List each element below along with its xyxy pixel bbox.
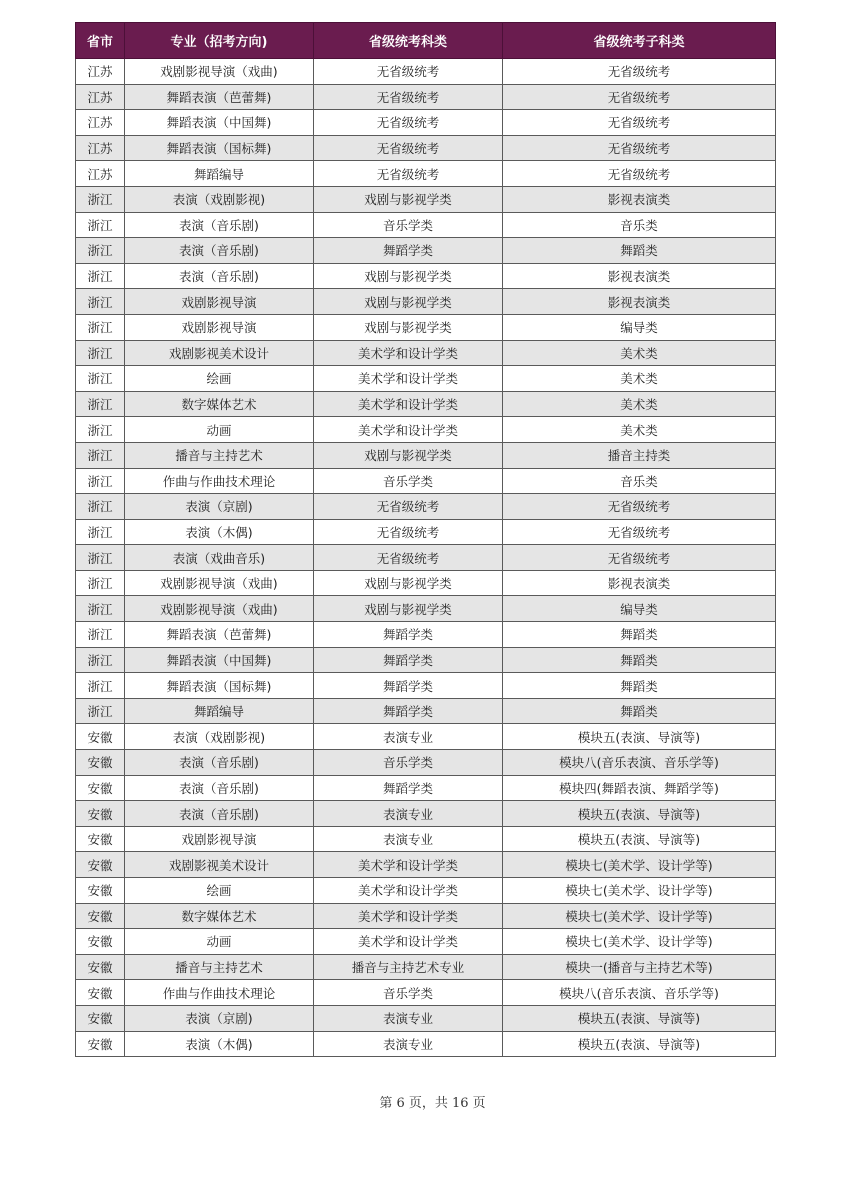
cell-major: 表演（音乐剧) [125,775,314,801]
cell-province: 安徽 [76,826,125,852]
cell-province: 安徽 [76,852,125,878]
cell-major: 戏剧影视导演（戏曲) [125,570,314,596]
cell-exam-subcategory: 无省级统考 [503,59,776,85]
cell-exam-category: 美术学和设计学类 [314,903,503,929]
table-row [76,545,776,571]
table-row [76,980,776,1006]
cell-exam-category: 美术学和设计学类 [314,417,503,443]
cell-province: 安徽 [76,929,125,955]
table-row [76,314,776,340]
table-row [76,289,776,315]
table-row [76,212,776,238]
cell-major: 戏剧影视导演 [125,314,314,340]
cell-major: 表演（京剧) [125,494,314,520]
cell-exam-category: 戏剧与影视学类 [314,314,503,340]
table-row [76,135,776,161]
table-row [76,1031,776,1057]
table-row [76,519,776,545]
cell-exam-category: 舞蹈学类 [314,647,503,673]
cell-major: 绘画 [125,366,314,392]
table-row [76,494,776,520]
cell-exam-category: 美术学和设计学类 [314,366,503,392]
page-number: 第 6 页，共 16 页 [379,1096,486,1111]
cell-province: 江苏 [76,84,125,110]
cell-province: 浙江 [76,494,125,520]
cell-major: 舞蹈表演（中国舞) [125,110,314,136]
cell-province: 江苏 [76,110,125,136]
table-row [76,903,776,929]
table-row [76,826,776,852]
cell-exam-subcategory: 模块五(表演、导演等) [503,1031,776,1057]
cell-province: 安徽 [76,775,125,801]
cell-exam-subcategory: 影视表演类 [503,186,776,212]
cell-major: 绘画 [125,878,314,904]
cell-province: 浙江 [76,442,125,468]
cell-exam-category: 戏剧与影视学类 [314,596,503,622]
table-row [76,110,776,136]
cell-major: 表演（音乐剧) [125,750,314,776]
header-major: 专业（招考方向) [125,23,314,59]
cell-exam-subcategory: 播音主持类 [503,442,776,468]
cell-exam-subcategory: 模块五(表演、导演等) [503,801,776,827]
cell-major: 舞蹈编导 [125,698,314,724]
cell-exam-category: 舞蹈学类 [314,698,503,724]
table-row [76,391,776,417]
table-row [76,161,776,187]
cell-exam-subcategory: 模块八(音乐表演、音乐学等) [503,750,776,776]
cell-province: 安徽 [76,980,125,1006]
cell-major: 舞蹈表演（国标舞) [125,135,314,161]
cell-exam-category: 无省级统考 [314,519,503,545]
cell-exam-category: 舞蹈学类 [314,673,503,699]
cell-exam-category: 戏剧与影视学类 [314,289,503,315]
cell-exam-subcategory: 美术类 [503,366,776,392]
cell-major: 表演（音乐剧) [125,801,314,827]
cell-exam-category: 舞蹈学类 [314,775,503,801]
cell-province: 浙江 [76,366,125,392]
cell-exam-subcategory: 舞蹈类 [503,698,776,724]
cell-exam-subcategory: 无省级统考 [503,494,776,520]
cell-exam-category: 戏剧与影视学类 [314,442,503,468]
cell-province: 安徽 [76,878,125,904]
table-row [76,750,776,776]
table-body [76,59,776,1057]
cell-exam-subcategory: 美术类 [503,391,776,417]
cell-province: 浙江 [76,647,125,673]
table-row [76,878,776,904]
cell-exam-category: 戏剧与影视学类 [314,186,503,212]
cell-exam-category: 音乐学类 [314,212,503,238]
cell-exam-category: 无省级统考 [314,161,503,187]
cell-exam-category: 美术学和设计学类 [314,391,503,417]
table-row [76,417,776,443]
cell-province: 浙江 [76,622,125,648]
cell-exam-subcategory: 模块五(表演、导演等) [503,826,776,852]
cell-major: 播音与主持艺术 [125,954,314,980]
cell-exam-category: 表演专业 [314,1005,503,1031]
cell-province: 浙江 [76,519,125,545]
cell-exam-category: 美术学和设计学类 [314,929,503,955]
table-row [76,570,776,596]
cell-exam-subcategory: 美术类 [503,340,776,366]
table-row [76,596,776,622]
cell-province: 浙江 [76,673,125,699]
cell-major: 戏剧影视导演（戏曲) [125,59,314,85]
header-exam-subcategory: 省级统考子科类 [503,23,776,59]
table-row [76,442,776,468]
cell-exam-subcategory: 无省级统考 [503,110,776,136]
header-row [76,23,776,59]
cell-exam-category: 无省级统考 [314,59,503,85]
table-row [76,954,776,980]
cell-province: 江苏 [76,135,125,161]
header-exam-category: 省级统考科类 [314,23,503,59]
cell-province: 浙江 [76,391,125,417]
cell-exam-category: 无省级统考 [314,135,503,161]
cell-province: 安徽 [76,1031,125,1057]
cell-major: 舞蹈表演（国标舞) [125,673,314,699]
cell-major: 表演（京剧) [125,1005,314,1031]
cell-province: 安徽 [76,801,125,827]
cell-exam-subcategory: 模块五(表演、导演等) [503,1005,776,1031]
table-row [76,724,776,750]
cell-major: 作曲与作曲技术理论 [125,980,314,1006]
table-row [76,84,776,110]
cell-exam-category: 无省级统考 [314,545,503,571]
cell-exam-subcategory: 美术类 [503,417,776,443]
table-row [76,929,776,955]
cell-exam-subcategory: 编导类 [503,314,776,340]
cell-exam-category: 表演专业 [314,801,503,827]
cell-exam-category: 美术学和设计学类 [314,852,503,878]
cell-exam-category: 表演专业 [314,1031,503,1057]
cell-major: 动画 [125,929,314,955]
cell-province: 浙江 [76,417,125,443]
cell-exam-subcategory: 无省级统考 [503,519,776,545]
cell-exam-category: 戏剧与影视学类 [314,570,503,596]
cell-exam-subcategory: 音乐类 [503,212,776,238]
table-row [76,622,776,648]
table-row [76,238,776,264]
cell-exam-subcategory: 模块四(舞蹈表演、舞蹈学等) [503,775,776,801]
cell-exam-category: 表演专业 [314,826,503,852]
cell-exam-subcategory: 音乐类 [503,468,776,494]
cell-exam-subcategory: 无省级统考 [503,545,776,571]
cell-exam-subcategory: 编导类 [503,596,776,622]
cell-province: 江苏 [76,59,125,85]
cell-exam-subcategory: 模块八(音乐表演、音乐学等) [503,980,776,1006]
cell-exam-category: 戏剧与影视学类 [314,263,503,289]
cell-exam-subcategory: 舞蹈类 [503,622,776,648]
cell-exam-subcategory: 影视表演类 [503,570,776,596]
table-row [76,468,776,494]
cell-province: 安徽 [76,750,125,776]
cell-major: 戏剧影视美术设计 [125,852,314,878]
cell-major: 表演（木偶) [125,1031,314,1057]
table-row [76,186,776,212]
table-header [76,23,776,59]
cell-province: 安徽 [76,1005,125,1031]
cell-province: 浙江 [76,238,125,264]
cell-exam-subcategory: 模块一(播音与主持艺术等) [503,954,776,980]
cell-exam-subcategory: 模块七(美术学、设计学等) [503,903,776,929]
cell-exam-subcategory: 舞蹈类 [503,673,776,699]
cell-major: 表演（音乐剧) [125,212,314,238]
cell-major: 戏剧影视美术设计 [125,340,314,366]
cell-major: 舞蹈编导 [125,161,314,187]
cell-province: 浙江 [76,289,125,315]
cell-province: 浙江 [76,186,125,212]
cell-major: 舞蹈表演（中国舞) [125,647,314,673]
cell-exam-category: 舞蹈学类 [314,238,503,264]
cell-province: 浙江 [76,698,125,724]
table-row [76,1005,776,1031]
cell-exam-category: 音乐学类 [314,980,503,1006]
cell-major: 播音与主持艺术 [125,442,314,468]
cell-province: 浙江 [76,314,125,340]
cell-exam-category: 美术学和设计学类 [314,878,503,904]
cell-major: 戏剧影视导演 [125,826,314,852]
cell-exam-subcategory: 舞蹈类 [503,238,776,264]
cell-exam-category: 表演专业 [314,724,503,750]
table-row [76,59,776,85]
cell-province: 浙江 [76,596,125,622]
cell-major: 表演（木偶) [125,519,314,545]
cell-exam-subcategory: 无省级统考 [503,84,776,110]
cell-exam-subcategory: 无省级统考 [503,135,776,161]
cell-province: 浙江 [76,212,125,238]
cell-major: 表演（戏剧影视) [125,724,314,750]
cell-exam-subcategory: 影视表演类 [503,289,776,315]
cell-province: 浙江 [76,570,125,596]
cell-province: 浙江 [76,545,125,571]
cell-exam-category: 播音与主持艺术专业 [314,954,503,980]
cell-major: 舞蹈表演（芭蕾舞) [125,622,314,648]
cell-exam-subcategory: 模块七(美术学、设计学等) [503,929,776,955]
cell-major: 表演（音乐剧) [125,238,314,264]
cell-major: 动画 [125,417,314,443]
cell-exam-subcategory: 影视表演类 [503,263,776,289]
cell-province: 安徽 [76,954,125,980]
table-row [76,698,776,724]
cell-province: 浙江 [76,468,125,494]
cell-major: 数字媒体艺术 [125,391,314,417]
cell-major: 戏剧影视导演（戏曲) [125,596,314,622]
table-row [76,852,776,878]
cell-province: 安徽 [76,903,125,929]
cell-exam-subcategory: 无省级统考 [503,161,776,187]
cell-exam-category: 舞蹈学类 [314,622,503,648]
exam-category-table [75,22,776,1057]
cell-exam-subcategory: 模块五(表演、导演等) [503,724,776,750]
cell-exam-subcategory: 模块七(美术学、设计学等) [503,852,776,878]
cell-major: 数字媒体艺术 [125,903,314,929]
cell-major: 表演（戏剧影视) [125,186,314,212]
cell-province: 浙江 [76,340,125,366]
cell-exam-category: 无省级统考 [314,494,503,520]
cell-exam-category: 美术学和设计学类 [314,340,503,366]
table-row [76,340,776,366]
table-row [76,366,776,392]
cell-major: 戏剧影视导演 [125,289,314,315]
cell-exam-category: 音乐学类 [314,468,503,494]
cell-province: 浙江 [76,263,125,289]
table-row [76,775,776,801]
cell-exam-category: 无省级统考 [314,110,503,136]
table-row [76,801,776,827]
table-row [76,673,776,699]
cell-exam-category: 无省级统考 [314,84,503,110]
table-row [76,647,776,673]
cell-exam-subcategory: 模块七(美术学、设计学等) [503,878,776,904]
table-row [76,263,776,289]
cell-exam-category: 音乐学类 [314,750,503,776]
cell-major: 舞蹈表演（芭蕾舞) [125,84,314,110]
cell-major: 表演（戏曲音乐) [125,545,314,571]
cell-major: 表演（音乐剧) [125,263,314,289]
cell-major: 作曲与作曲技术理论 [125,468,314,494]
cell-exam-subcategory: 舞蹈类 [503,647,776,673]
cell-province: 江苏 [76,161,125,187]
cell-province: 安徽 [76,724,125,750]
header-province: 省市 [76,23,125,59]
